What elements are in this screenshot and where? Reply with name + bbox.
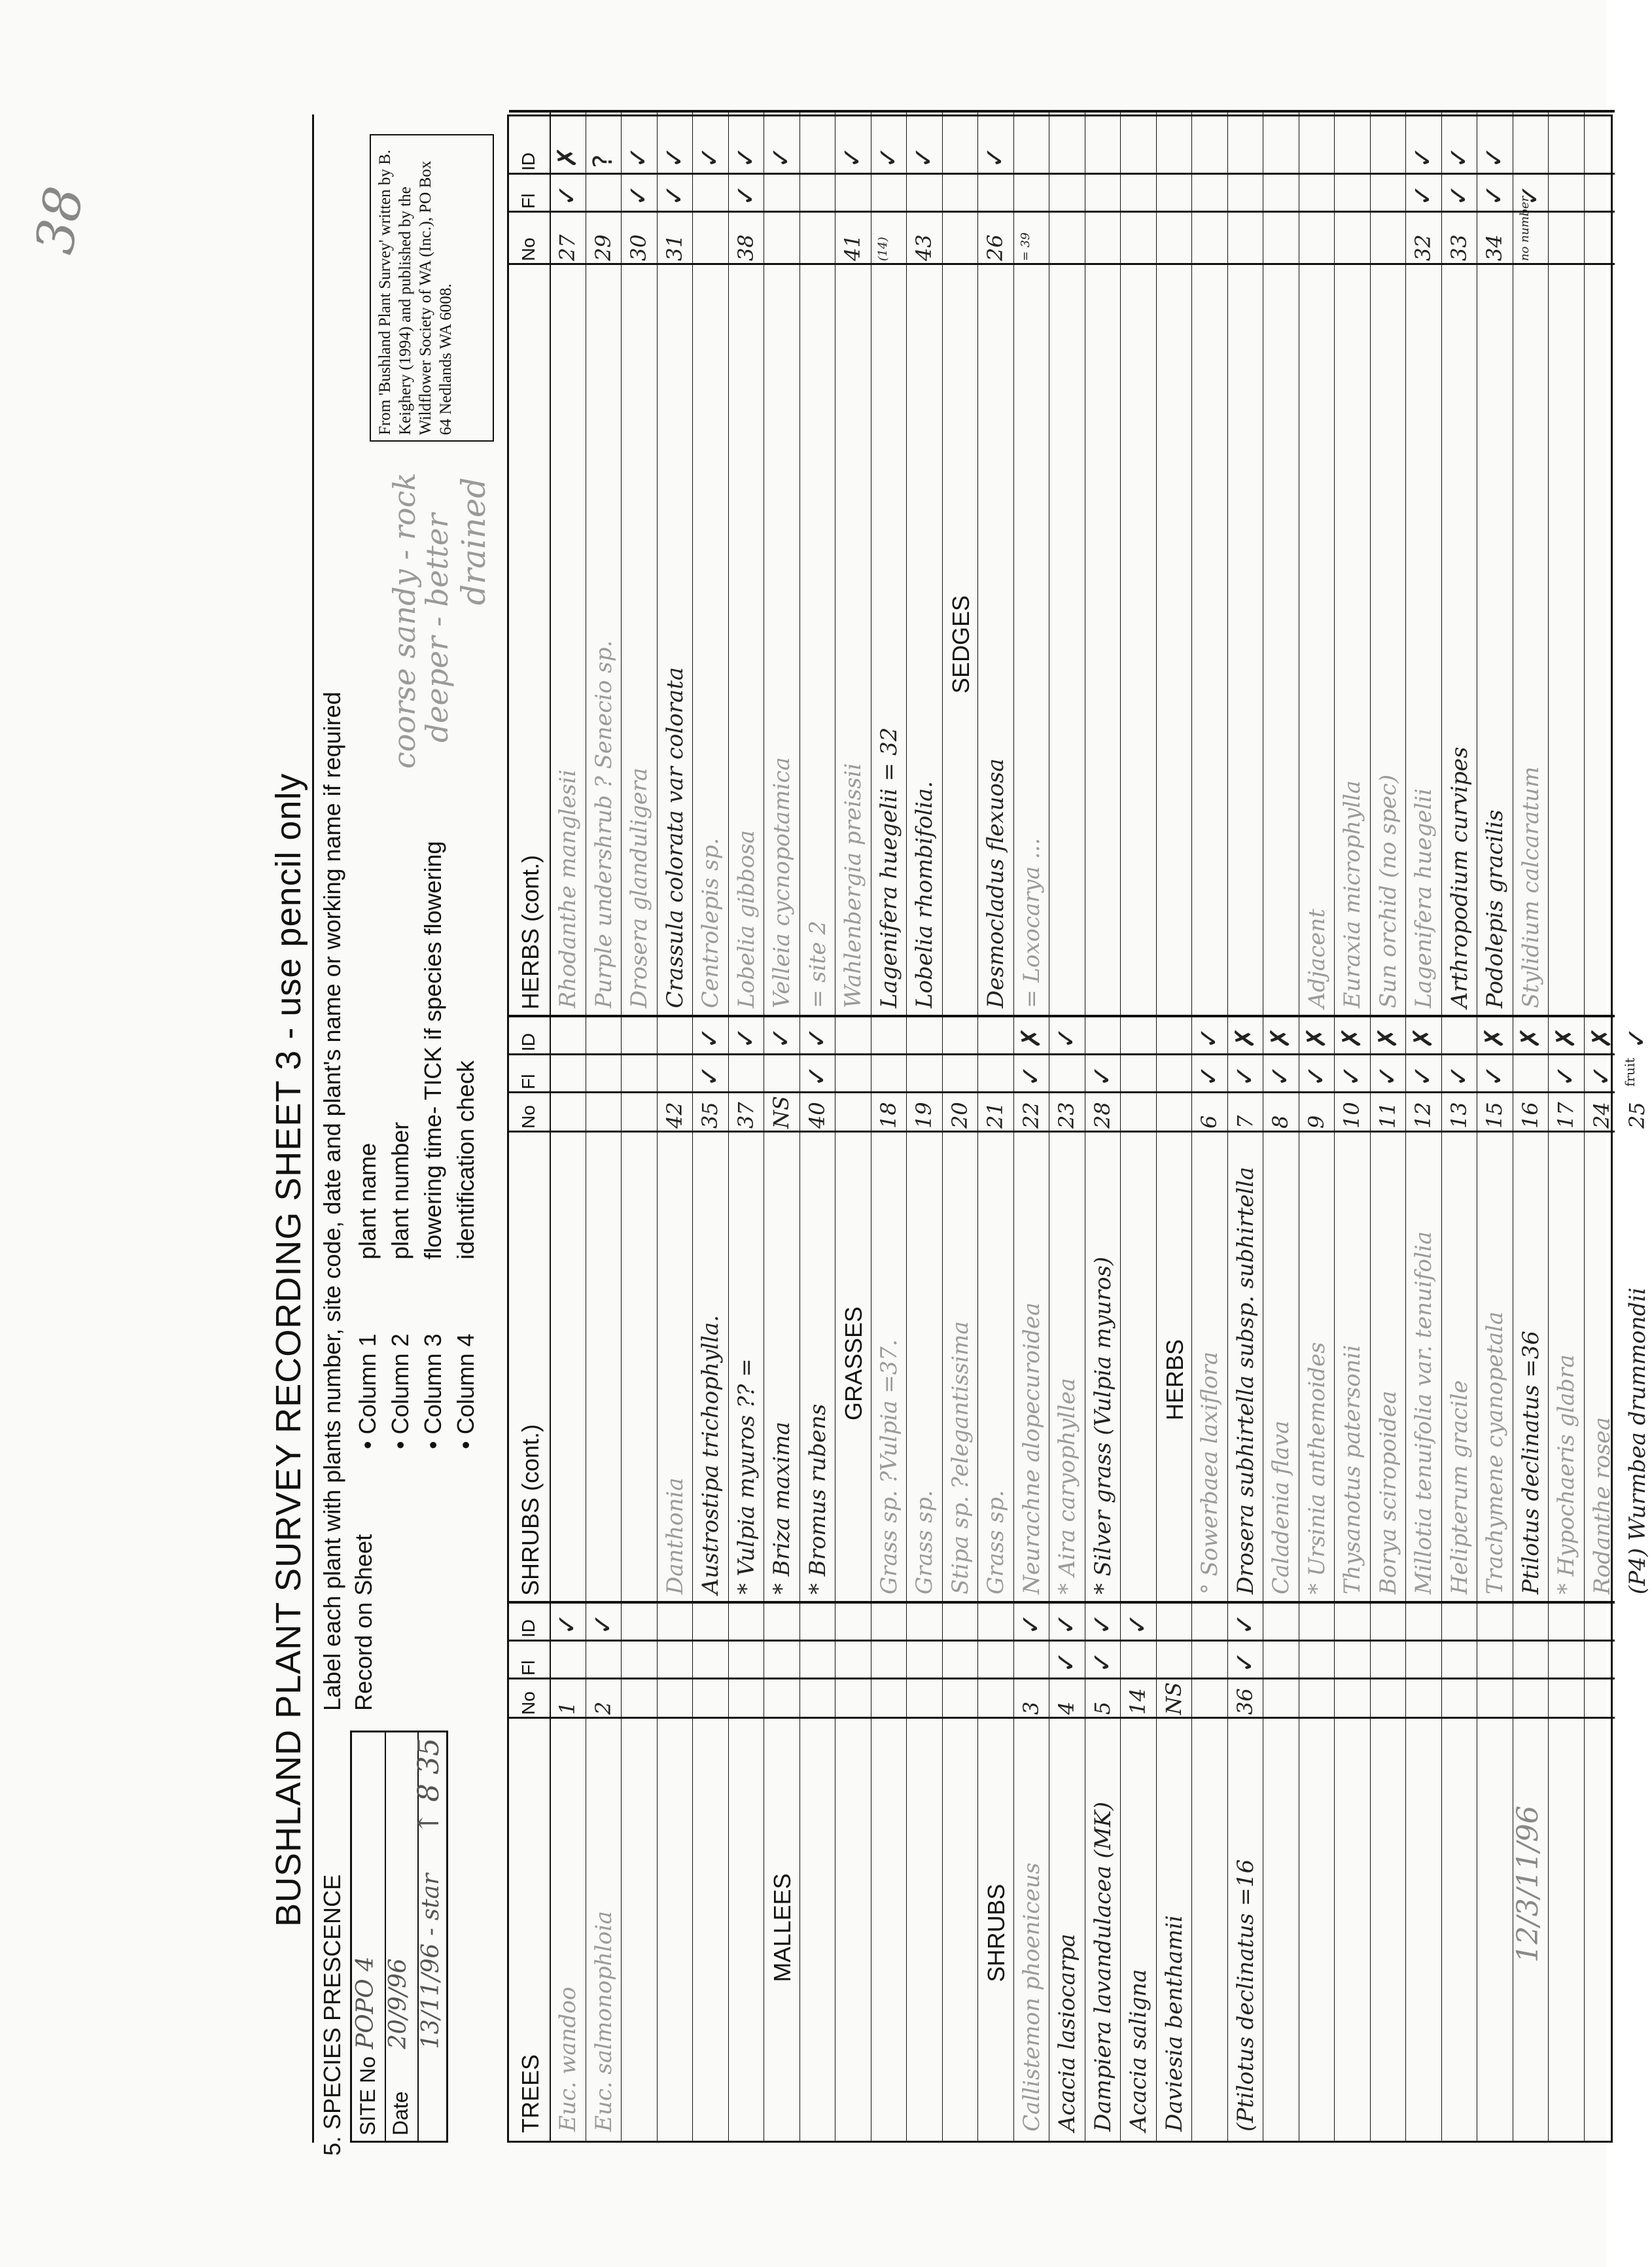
plant-number: 6 [1197,1115,1221,1129]
species-name: GRASSES [840,1306,867,1420]
legend-col1-label: • Column 1 [354,1333,381,1449]
plant-number: 41 [840,234,865,261]
identification-mark: ✗ [1551,1027,1581,1049]
species-name: * Hypochaeris glabra [1553,1354,1579,1594]
species-name: * Aira caryophyllea [1054,1378,1080,1594]
species-name: (Ptilotus declinatus =16 [1232,1859,1259,2132]
subheader-fl-3: Fl [518,193,538,209]
identification-mark: ✓ [552,1613,582,1635]
table-row-rule [1191,113,1192,2141]
table-column-rule [509,1015,1615,1017]
species-name: Neurachne alopecuroidea [1018,1302,1045,1594]
species-name: MALLEES [769,1873,796,1982]
legend-col4-label: • Column 4 [452,1333,479,1449]
table-row-rule [1334,113,1335,2141]
species-name: Lagenifera huegelii [1411,788,1437,1008]
identification-mark: ✗ [1301,1027,1331,1049]
species-name: Austrostipa trichophylla. [697,1314,724,1594]
identification-mark: ✗ [1337,1027,1367,1049]
species-name: Purple undershrub ? Senecio sp. [590,640,617,1008]
species-name: * Briza maxima [769,1422,795,1594]
subheader-no-2: No [518,1105,538,1129]
identification-mark: ✓ [801,1027,832,1049]
plant-number: 11 [1375,1102,1400,1129]
identification-mark: ✓ [1015,1613,1046,1635]
flowering-mark: ✓ [695,1064,725,1087]
plant-number: 20 [947,1102,972,1129]
species-name: Podolepis gracilis [1482,809,1508,1008]
species-name: Thysanotus patersonii [1339,1344,1365,1594]
species-name: Dampiera lavandulacea (MK) [1089,1801,1116,2132]
species-name: Wahlenbergia preissii [840,763,866,1008]
table-row-rule [1584,113,1585,2141]
species-name: Borya sciropoidea [1375,1390,1401,1594]
plant-number: NS [769,1096,794,1129]
table-row-rule [728,113,729,2141]
species-name: Callistemon phoeniceus [1018,1862,1045,2132]
table-row-rule [906,113,907,2141]
identification-mark: ✓ [1408,146,1438,168]
table-row-rule [692,113,693,2141]
flowering-mark: ✓ [1479,1064,1509,1087]
species-name: Danthonia [661,1477,688,1594]
flowering-mark: ✓ [1586,1064,1617,1087]
species-name: Stipa sp. ?elegantissima [947,1321,974,1594]
flowering-mark: ✓ [624,184,654,206]
flowering-mark: ✓ [659,184,690,206]
flowering-mark: ✓ [1408,1064,1438,1087]
identification-mark: ✓ [1087,1613,1117,1635]
plant-number: (14) [875,237,890,261]
species-name: Lobelia rhombifolia. [911,781,938,1008]
table-row-rule [1120,113,1121,2141]
source-citation: From 'Bushland Plant Survey' written by B. Keighery (1994) and published by the Wildflower Society of WA (Inc.), PO Box 64 Nedlands WA 6008. [370,134,494,442]
handnote-2: deeper - better [419,513,455,743]
table-row-rule [1405,113,1406,2141]
identification-mark: ✗ [552,146,582,168]
species-name: Daviesia benthamii [1161,1915,1187,2132]
table-column-rule [509,1678,1615,1679]
species-name: Lobelia gibbosa [733,830,760,1008]
plant-number: 37 [733,1102,758,1129]
plant-number: 3 [1018,1701,1044,1715]
plant-number: 34 [1482,234,1507,261]
margin-note-date: 12/3/11/96 [1511,1805,1545,1963]
species-name: = site 2 [804,921,831,1008]
flowering-mark: ✓ [1194,1064,1224,1087]
species-name: Grass sp. ?Vulpia =37. [875,1339,902,1594]
species-name: Sun orchid (no spec) [1375,774,1401,1008]
species-name: HERBS [1161,1339,1188,1420]
flowering-mark: ✓ [1265,1064,1295,1087]
table-column-rule [509,1640,1615,1642]
species-name: Grass sp. [911,1490,938,1594]
identification-mark: ✓ [1229,1613,1260,1635]
site-no-value: POPO 4 [352,1956,379,2049]
species-name: Acacia lasiocarpa [1054,1933,1080,2132]
table-column-rule [509,110,1615,113]
plant-number: 21 [983,1102,1008,1129]
legend-col2-label: • Column 2 [387,1333,413,1449]
flowering-mark: ✓ [1229,1651,1260,1673]
table-column-rule [509,1131,1615,1133]
table-header-rule [550,113,551,2141]
plant-number: 33 [1446,234,1471,261]
species-name: SEDGES [947,595,974,694]
table-column-rule [509,1091,1615,1093]
plant-number: 36 [1232,1688,1257,1715]
plant-number: 31 [661,234,687,261]
subheader-fl-1: Fl [518,1660,538,1676]
species-name: * Vulpia myuros ?? = [733,1358,760,1594]
subheader-id-3: ID [518,152,538,171]
species-name: Lagenifera huegelii = 32 [875,727,902,1008]
recording-sheet [258,108,1652,2162]
plant-number: 18 [875,1102,901,1129]
plant-number: 15 [1482,1102,1507,1129]
flowering-mark: ✓ [1337,1064,1367,1087]
plant-number: 1 [555,1701,580,1715]
plant-number: 26 [983,234,1008,261]
species-name: Acacia saligna [1125,1969,1151,2132]
date-label: Date [389,2091,412,2135]
subheader-no-3: No [518,237,538,261]
date-value-2: 13/11/96 - star [417,1873,444,2049]
table-row-rule [1156,113,1157,2141]
section-number: 5. [319,2135,345,2156]
flowering-mark: fruit [1622,1057,1638,1087]
flowering-mark: ✓ [1087,1651,1117,1673]
species-name: Trachymene cyanopetala [1482,1311,1508,1594]
plant-number: 7 [1232,1115,1257,1129]
table-row-rule [1548,113,1549,2141]
plant-number: 5 [1089,1701,1115,1715]
plant-number: 19 [911,1102,936,1129]
site-no-label: SITE No [356,2056,379,2135]
identification-mark: ✓ [695,1027,725,1049]
sheet-title: BUSHLAND PLANT SURVEY RECORDING SHEET 3 - use pencil only [265,114,314,2143]
flowering-mark: ✓ [1015,1064,1046,1087]
identification-mark: ✓ [624,146,654,168]
table-column-rule [509,1053,1615,1055]
species-name: Stylidium calcaratum [1517,766,1544,1008]
species-name: * Bromus rubens [804,1403,831,1594]
species-name: Helipterum gracile [1446,1380,1473,1594]
species-name: Centrolepis sp. [697,837,724,1008]
flowering-mark: ✓ [1443,184,1474,206]
species-name: Velleia cycnopotamica [769,757,795,1008]
plant-number: = 39 [1018,232,1032,261]
identification-mark: ✗ [1372,1027,1403,1049]
species-name: Drosera glanduligera [626,767,652,1008]
flowering-mark: ✓ [730,184,761,206]
identification-mark: ✗ [1265,1027,1295,1049]
table-row-rule [1441,113,1442,2141]
plant-number: 10 [1339,1102,1364,1129]
flowering-mark: ✓ [1551,1064,1581,1087]
flowering-mark: ✓ [552,184,582,206]
plant-number: 42 [661,1102,687,1129]
instruction-line-1: Label each plant with plants number, site code, date and plant's name or working name if required [319,692,345,1711]
column-header-3: HERBS (cont.) [517,854,544,1010]
table-row-rule [657,113,658,2141]
legend-col3-desc: flowering time- TICK if species flowering [419,841,446,1259]
flowering-mark: ✓ [1372,1064,1403,1087]
table-row-rule [1370,113,1371,2141]
identification-mark: ✓ [1194,1027,1224,1049]
species-name: ° Sowerbaea laxiflora [1197,1351,1223,1594]
species-name: Caladenia flava [1268,1420,1294,1594]
table-column-rule [509,1601,1615,1604]
table-row-rule [1227,113,1228,2141]
species-name: Millotia tenuifolia var. tenuifolia [1411,1231,1437,1594]
table-column-rule [509,173,1615,175]
table-row-rule [942,113,943,2141]
species-table [507,114,1652,2143]
table-column-rule [509,1717,1615,1719]
identification-mark: ✓ [837,146,868,168]
species-name: Euraxia microphylla [1339,780,1365,1008]
plant-number: 24 [1589,1102,1614,1129]
identification-mark: ✓ [1051,1027,1081,1049]
species-name: Rodanthe rosea [1589,1416,1615,1594]
identification-mark: ✓ [1622,1027,1652,1049]
identification-mark: ✓ [588,1613,618,1635]
species-name: Drosera subhirtella subsp. subhirtella [1232,1167,1259,1594]
plant-number: 2 [590,1701,616,1715]
handnote-3: drained [455,477,493,605]
flowering-mark: ✓ [801,1064,832,1087]
plant-number: 16 [1517,1102,1543,1129]
flowering-mark: ✓ [1051,1651,1081,1673]
handnote-1: coorse sandy - rock [387,472,422,769]
identification-mark: ✗ [1229,1027,1260,1049]
flowering-mark: ✓ [1515,184,1545,206]
plant-number: 40 [804,1102,830,1129]
identification-mark: ✓ [873,146,904,168]
identification-mark: ✓ [766,146,796,168]
identification-mark: ? [588,154,618,168]
site-extra-note: ↑ 8 35 [412,1738,446,1835]
flowering-mark: ✓ [1229,1064,1260,1087]
table-row-rule [621,113,622,2141]
species-name: Desmocladus flexuosa [983,758,1009,1008]
margin-note-top: 38 [24,182,96,258]
plant-number: 38 [733,234,758,261]
plant-number: no number [1517,196,1532,261]
legend-col3-label: • Column 3 [419,1333,446,1449]
identification-mark: ✗ [1586,1027,1617,1049]
subheader-id-1: ID [518,1619,538,1638]
plant-number: 25 [1625,1102,1649,1129]
legend-col4-desc: identification check [452,1060,479,1259]
species-name: Crassula colorata var colorata [661,667,688,1008]
flowering-mark: ✓ [1443,1064,1474,1087]
plant-number: 12 [1411,1102,1435,1129]
table-column-rule [509,211,1615,213]
plant-number: 28 [1089,1102,1115,1129]
identification-mark: ✓ [1443,146,1474,168]
plant-number: 35 [697,1102,722,1129]
site-no-row [352,1732,386,2141]
species-name: (P4) Wurmbea drummondii [1625,1287,1651,1594]
plant-number: 22 [1018,1102,1044,1129]
identification-mark: ✓ [1051,1613,1081,1635]
flowering-mark: ✓ [1408,184,1438,206]
identification-mark: ✓ [909,146,939,168]
species-name: * Silver grass (Vulpia myuros) [1089,1256,1116,1594]
plant-number: 32 [1411,234,1435,261]
identification-mark: ✓ [730,1027,761,1049]
subheader-no-1: No [518,1691,538,1715]
subheader-fl-2: Fl [518,1074,538,1089]
column-header-2: SHRUBS (cont.) [517,1424,544,1596]
plant-number: 13 [1446,1102,1471,1129]
species-name: Adjacent [1303,909,1330,1008]
identification-mark: ✗ [1408,1027,1438,1049]
plant-number: 4 [1054,1701,1079,1715]
plant-number: 17 [1553,1102,1578,1129]
identification-mark: ✗ [1479,1027,1509,1049]
plant-number: NS [1161,1682,1186,1715]
plant-number: 23 [1054,1102,1079,1129]
date-value: 20/9/96 [385,1958,412,2049]
identification-mark: ✓ [980,146,1010,168]
species-name: Euc. salmonophloia [590,1910,617,2132]
identification-mark: ✓ [1123,1613,1153,1635]
identification-mark: ✓ [659,146,690,168]
flowering-mark: ✓ [1301,1064,1331,1087]
plant-number: 30 [626,234,651,261]
identification-mark: ✓ [695,146,725,168]
species-name: Rhodanthe manglesii [555,769,581,1008]
plant-number: 29 [590,234,616,261]
plant-number: 14 [1125,1688,1150,1715]
flowering-mark: ✓ [1087,1064,1117,1087]
identification-mark: ✗ [1515,1027,1545,1049]
instruction-line-2: Record on Sheet [350,1534,377,1711]
plant-number: 27 [555,234,580,261]
identification-mark: ✗ [1015,1027,1046,1049]
table-column-rule [509,263,1615,265]
identification-mark: ✓ [1479,146,1509,168]
species-name: * Ursinia anthemoides [1303,1342,1330,1594]
subheader-id-2: ID [518,1033,538,1051]
table-row-rule [977,113,978,2141]
species-name: Ptilotus declinatus =36 [1517,1331,1544,1594]
identification-mark: ✓ [766,1027,796,1049]
identification-mark: ✓ [730,146,761,168]
plant-number: 43 [911,234,936,261]
species-name: Euc. wandoo [555,1986,581,2132]
legend-col1-desc: plant name [354,1142,381,1259]
table-row-rule [1013,113,1014,2141]
species-name: Grass sp. [983,1490,1009,1594]
species-name: = Loxocarya ... [1018,837,1045,1008]
plant-number: 9 [1303,1115,1329,1129]
species-name: Arthropodium curvipes [1446,747,1473,1008]
plant-number: 8 [1268,1115,1293,1129]
column-header-1: TREES [517,2054,544,2133]
species-name: SHRUBS [983,1884,1010,1982]
section-title: SPECIES PRESCENCE [319,1874,345,2130]
legend-col2-desc: plant number [387,1121,413,1259]
flowering-mark: ✓ [1479,184,1509,206]
